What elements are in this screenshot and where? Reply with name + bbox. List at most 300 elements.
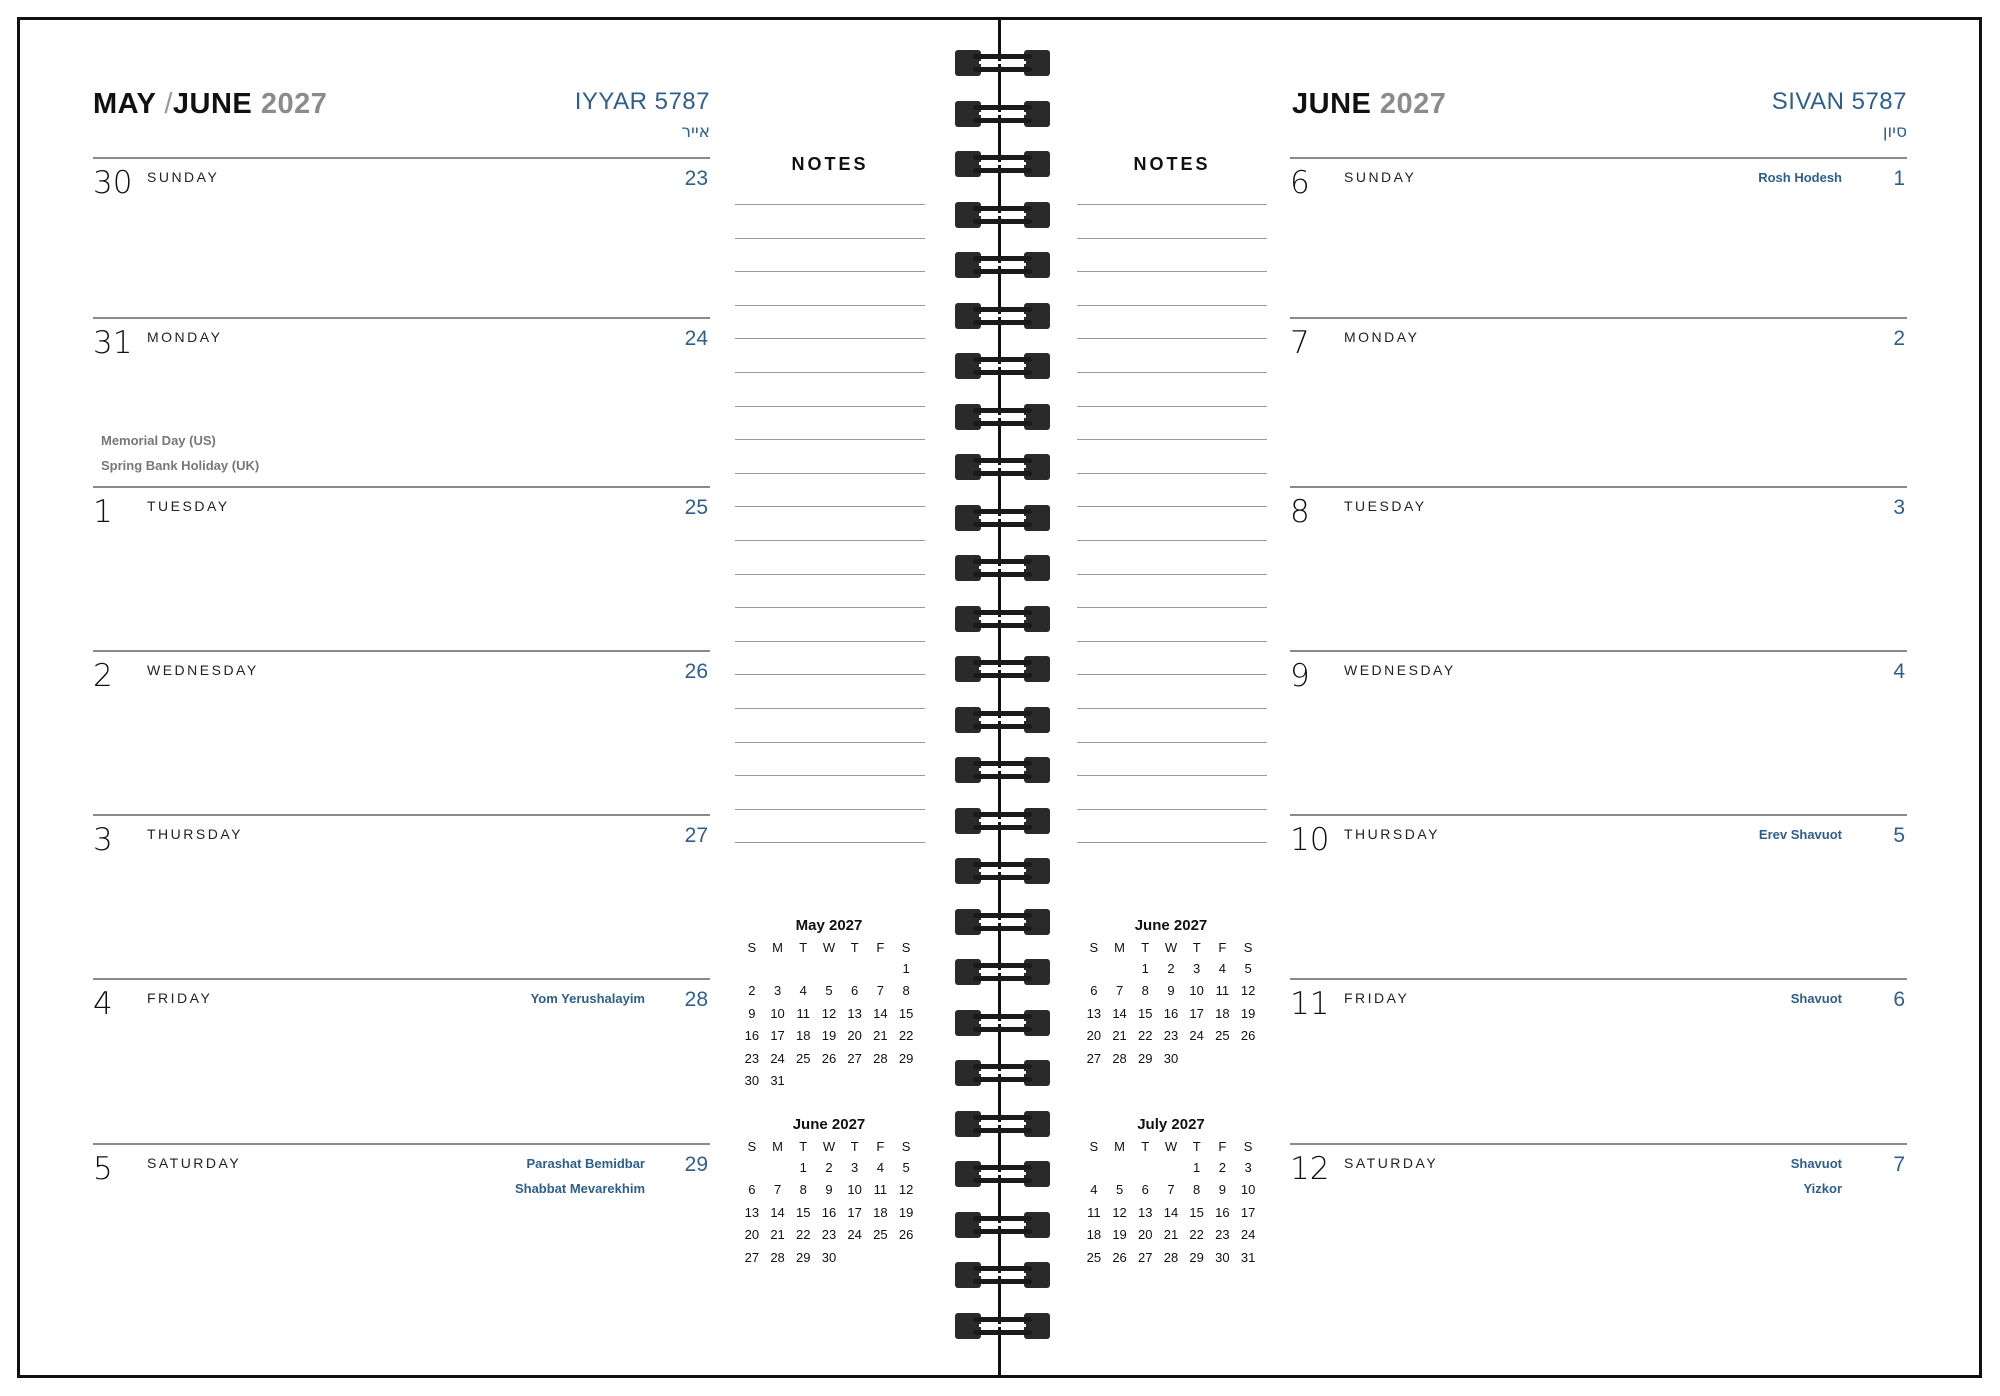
- weekday-letter: F: [876, 1138, 885, 1154]
- mini-calendar-title: May 2027: [795, 917, 863, 934]
- hebrew-day-number: 25: [684, 496, 708, 519]
- holiday-label: Shavuot: [1790, 991, 1842, 1006]
- binding-ring: [955, 454, 1050, 480]
- hebrew-day-number: 23: [684, 167, 708, 190]
- notes-line[interactable]: [1077, 540, 1267, 541]
- date-cell: 25: [796, 1050, 811, 1066]
- weekday-letter: S: [1089, 1138, 1099, 1154]
- notes-line[interactable]: [1077, 439, 1267, 440]
- left-month-b: JUNE: [172, 88, 253, 120]
- week-row: [1081, 1246, 1261, 1269]
- date-cell: 24: [847, 1227, 862, 1243]
- notes-line[interactable]: [1077, 338, 1267, 339]
- date-cell: 31: [770, 1073, 785, 1089]
- date-cell: 14: [1112, 1005, 1127, 1021]
- ring-wire: [973, 1165, 1032, 1170]
- date-cell: 5: [1115, 1182, 1124, 1198]
- notes-line[interactable]: [735, 305, 925, 306]
- binding-ring: [955, 1161, 1050, 1187]
- hebrew-day-number: 24: [684, 327, 708, 350]
- week-row: [739, 1201, 919, 1224]
- notes-line[interactable]: [735, 271, 925, 272]
- day-name: TUESDAY: [1344, 498, 1427, 514]
- date-cell: 2: [1218, 1159, 1226, 1175]
- date-cell: [1158, 1156, 1184, 1179]
- date-cell: 20: [1086, 1028, 1102, 1044]
- date-cell: 22: [796, 1227, 811, 1243]
- date-cell: 6: [748, 1182, 756, 1198]
- date-cell: 10: [1189, 983, 1204, 999]
- notes-line[interactable]: [1077, 271, 1267, 272]
- date-cell: [868, 957, 894, 980]
- date-cell: 27: [1086, 1050, 1102, 1066]
- holiday-label: Rosh Hodesh: [1758, 170, 1842, 185]
- hebrew-day-number: 26: [684, 660, 708, 683]
- ring-wire: [973, 54, 1032, 59]
- date-cell: 10: [1240, 1182, 1256, 1198]
- ring-wire: [973, 1330, 1032, 1335]
- date-cell: 4: [799, 983, 807, 999]
- date-cell: 27: [847, 1050, 862, 1066]
- right-year: 2027: [1379, 88, 1447, 120]
- date-cell: 26: [898, 1227, 914, 1243]
- date-cell: 28: [770, 1249, 785, 1265]
- notes-line[interactable]: [735, 372, 925, 373]
- binding-ring: [955, 959, 1050, 985]
- date-cell: [868, 1246, 894, 1269]
- notes-line[interactable]: [735, 338, 925, 339]
- date-cell: 12: [898, 1182, 914, 1198]
- left-year: 2027: [260, 88, 328, 120]
- notes-line[interactable]: [735, 540, 925, 541]
- ring-wire: [973, 67, 1032, 72]
- ring-gap: [979, 1223, 1026, 1226]
- notes-line[interactable]: [735, 708, 925, 709]
- left-month-a: MAY: [93, 88, 156, 120]
- ring-wire: [973, 1064, 1032, 1069]
- weekday-letter: T: [1192, 1138, 1201, 1154]
- date-cell: 21: [873, 1028, 888, 1044]
- ring-gap: [979, 112, 1026, 115]
- date-cell: 18: [1215, 1005, 1230, 1021]
- week-row: [1081, 1224, 1261, 1247]
- weekday-letter: W: [1164, 939, 1178, 955]
- notes-line[interactable]: [735, 439, 925, 440]
- date-cell: 31: [1240, 1249, 1256, 1265]
- holiday-label: Shavuot: [1790, 1156, 1842, 1171]
- mini-calendar-title: July 2027: [1137, 1116, 1205, 1133]
- date-cell: 19: [1240, 1005, 1256, 1021]
- ring-wire: [973, 471, 1032, 476]
- date-cell: 3: [1193, 960, 1201, 976]
- date-cell: 11: [796, 1005, 810, 1021]
- notes-line[interactable]: [1077, 204, 1267, 205]
- hebrew-day-number: 1: [1893, 167, 1905, 190]
- date-cell: 14: [770, 1204, 785, 1220]
- notes-line[interactable]: [735, 809, 925, 810]
- notes-line[interactable]: [735, 842, 925, 843]
- week-row: [1081, 1047, 1261, 1070]
- ring-wire: [973, 1077, 1032, 1082]
- hebrew-day-number: 27: [684, 824, 708, 847]
- ring-wire: [973, 1279, 1032, 1284]
- ring-gap: [979, 768, 1026, 771]
- spiral-binding: [955, 50, 1050, 1350]
- weekday-letter: S: [1089, 939, 1099, 955]
- day-number: 8: [1290, 494, 1310, 530]
- date-cell: 11: [873, 1182, 888, 1198]
- ring-wire: [973, 1216, 1032, 1221]
- weekday-letter: W: [822, 1138, 836, 1154]
- date-cell: 26: [1112, 1249, 1127, 1265]
- hebrew-day-number: 3: [1893, 496, 1905, 519]
- date-cell: 21: [1163, 1227, 1179, 1243]
- week-row: [1081, 980, 1261, 1003]
- hebrew-day-number: 4: [1893, 660, 1905, 683]
- mini-calendar-grid: [1081, 937, 1261, 1070]
- date-cell: 13: [1086, 1005, 1102, 1021]
- date-cell: 30: [1215, 1249, 1230, 1265]
- ring-wire: [973, 1229, 1032, 1234]
- ring-wire: [973, 155, 1032, 160]
- date-cell: 6: [851, 983, 859, 999]
- day-divider: [93, 486, 710, 488]
- ring-wire: [973, 256, 1032, 261]
- day-number: 31: [93, 325, 133, 361]
- binding-ring: [955, 1212, 1050, 1238]
- weekday-letter: S: [747, 939, 757, 955]
- ring-gap: [979, 415, 1026, 418]
- notes-line[interactable]: [1077, 607, 1267, 608]
- left-hebrew-month: IYYAR 5787: [574, 88, 710, 115]
- date-cell: 10: [847, 1182, 862, 1198]
- ring-gap: [979, 1172, 1026, 1175]
- date-cell: 12: [1112, 1204, 1127, 1220]
- date-cell: [790, 1070, 816, 1093]
- weekday-letter: F: [1218, 1138, 1227, 1154]
- ring-wire: [973, 761, 1032, 766]
- ring-wire: [973, 1027, 1032, 1032]
- date-cell: 20: [744, 1227, 760, 1243]
- ring-wire: [973, 1014, 1032, 1019]
- notes-line[interactable]: [735, 607, 925, 608]
- day-name: THURSDAY: [1344, 826, 1440, 842]
- date-cell: 23: [821, 1227, 837, 1243]
- day-name: SATURDAY: [147, 1155, 242, 1171]
- day-number: 2: [93, 658, 113, 694]
- notes-line[interactable]: [735, 574, 925, 575]
- day-number: 5: [93, 1151, 113, 1187]
- day-name: SUNDAY: [147, 169, 220, 185]
- notes-line[interactable]: [1077, 742, 1267, 743]
- binding-ring: [955, 404, 1050, 430]
- weekday-letter: W: [1164, 1138, 1178, 1154]
- holiday-label: Yizkor: [1803, 1181, 1842, 1196]
- holiday-label: Erev Shavuot: [1758, 827, 1842, 842]
- day-name: SATURDAY: [1344, 1155, 1439, 1171]
- date-cell: 22: [1189, 1227, 1204, 1243]
- weekday-letter: T: [799, 1138, 808, 1154]
- day-divider: [1290, 978, 1907, 980]
- date-cell: 18: [873, 1204, 888, 1220]
- binding-ring: [955, 101, 1050, 127]
- date-cell: 29: [796, 1249, 811, 1265]
- left-hebrew-month-name: אייר: [681, 122, 710, 142]
- date-cell: 9: [825, 1182, 833, 1198]
- binding-ring: [955, 1010, 1050, 1036]
- date-cell: 9: [748, 1005, 756, 1021]
- ring-wire: [973, 1115, 1032, 1120]
- notes-line[interactable]: [1077, 238, 1267, 239]
- date-cell: 16: [1215, 1204, 1230, 1220]
- ring-wire: [973, 913, 1032, 918]
- date-cell: [1132, 1156, 1158, 1179]
- weekday-letter: S: [901, 1138, 911, 1154]
- day-divider: [1290, 650, 1907, 652]
- mini-calendar-grid: [1081, 1136, 1261, 1269]
- notes-line[interactable]: [1077, 641, 1267, 642]
- weekday-letter: S: [1243, 939, 1253, 955]
- week-row: [1081, 1201, 1261, 1224]
- ring-wire: [973, 421, 1032, 426]
- weekday-letter: F: [876, 939, 885, 955]
- date-cell: 4: [1090, 1182, 1098, 1198]
- date-cell: [842, 1246, 868, 1269]
- date-cell: 7: [1167, 1182, 1175, 1198]
- date-cell: 4: [1218, 960, 1226, 976]
- day-name: SUNDAY: [1344, 169, 1417, 185]
- date-cell: 25: [1215, 1028, 1230, 1044]
- date-cell: [893, 1246, 919, 1269]
- ring-wire: [973, 1178, 1032, 1183]
- binding-ring: [955, 505, 1050, 531]
- ring-wire: [973, 458, 1032, 463]
- notes-line[interactable]: [1077, 708, 1267, 709]
- date-cell: 14: [873, 1005, 888, 1021]
- week-row: [739, 957, 919, 980]
- week-row: [739, 1156, 919, 1179]
- ring-gap: [979, 213, 1026, 216]
- notes-line[interactable]: [1077, 473, 1267, 474]
- binding-ring: [955, 202, 1050, 228]
- notes-line[interactable]: [735, 406, 925, 407]
- date-cell: 29: [1138, 1050, 1153, 1066]
- ring-wire: [973, 825, 1032, 830]
- date-cell: 7: [1115, 983, 1124, 999]
- date-cell: 27: [744, 1249, 760, 1265]
- notes-line[interactable]: [735, 238, 925, 239]
- date-cell: [1235, 1047, 1261, 1070]
- date-cell: 6: [1141, 1182, 1149, 1198]
- day-divider: [1290, 1143, 1907, 1145]
- date-cell: 29: [898, 1050, 914, 1066]
- mini-calendar: [739, 917, 919, 1092]
- date-cell: 16: [744, 1028, 760, 1044]
- notes-line[interactable]: [735, 742, 925, 743]
- date-cell: 15: [898, 1005, 914, 1021]
- binding-ring: [955, 303, 1050, 329]
- day-name: FRIDAY: [1344, 990, 1410, 1006]
- date-cell: 5: [902, 1159, 910, 1175]
- date-cell: 7: [773, 1182, 782, 1198]
- date-cell: [816, 1070, 842, 1093]
- left-month-heading: [93, 88, 327, 121]
- binding-ring: [955, 1313, 1050, 1339]
- date-cell: 28: [873, 1050, 888, 1066]
- day-number: 7: [1290, 325, 1310, 361]
- date-cell: 13: [744, 1204, 760, 1220]
- notes-line[interactable]: [1077, 506, 1267, 507]
- notes-line[interactable]: [1077, 674, 1267, 675]
- hebrew-day-number: 2: [1893, 327, 1905, 350]
- ring-gap: [979, 920, 1026, 923]
- mini-calendar-title: June 2027: [1134, 917, 1208, 934]
- date-cell: [1107, 1156, 1133, 1179]
- ring-wire: [973, 572, 1032, 577]
- right-hebrew-month-name: סיון: [1882, 122, 1907, 142]
- ring-wire: [973, 976, 1032, 981]
- date-cell: 13: [847, 1005, 862, 1021]
- date-cell: 16: [821, 1204, 837, 1220]
- notes-line[interactable]: [735, 204, 925, 205]
- day-name: TUESDAY: [147, 498, 230, 514]
- weekday-letter: F: [1218, 939, 1227, 955]
- weekday-header-row: [739, 937, 919, 957]
- notes-line[interactable]: [1077, 574, 1267, 575]
- binding-ring: [955, 1111, 1050, 1137]
- day-divider: [93, 157, 710, 159]
- ring-wire: [973, 926, 1032, 931]
- notes-line[interactable]: [1077, 406, 1267, 407]
- notes-line[interactable]: [735, 473, 925, 474]
- mini-calendar-title: June 2027: [792, 1116, 866, 1133]
- date-cell: [842, 1070, 868, 1093]
- ring-wire: [973, 1128, 1032, 1133]
- date-cell: 5: [825, 983, 833, 999]
- notes-line[interactable]: [735, 674, 925, 675]
- date-cell: 19: [1112, 1227, 1127, 1243]
- binding-ring: [955, 353, 1050, 379]
- day-name: FRIDAY: [147, 990, 213, 1006]
- date-cell: 7: [876, 983, 884, 999]
- right-hebrew-month: SIVAN 5787: [1771, 88, 1907, 115]
- date-cell: 18: [796, 1028, 811, 1044]
- binding-ring: [955, 1060, 1050, 1086]
- ring-wire: [973, 963, 1032, 968]
- ring-wire: [973, 219, 1032, 224]
- ring-gap: [979, 1122, 1026, 1125]
- date-cell: 23: [1215, 1227, 1230, 1243]
- day-divider: [1290, 317, 1907, 319]
- ring-gap: [979, 566, 1026, 569]
- notes-line[interactable]: [1077, 305, 1267, 306]
- weekday-letter: M: [1114, 939, 1125, 955]
- binding-ring: [955, 555, 1050, 581]
- weekday-letter: S: [901, 939, 911, 955]
- notes-line[interactable]: [1077, 775, 1267, 776]
- day-name: WEDNESDAY: [1344, 662, 1456, 678]
- mini-calendar: [739, 1116, 919, 1269]
- date-cell: 17: [1240, 1204, 1256, 1220]
- date-cell: 19: [821, 1028, 837, 1044]
- holiday-label: Shabbat Mevarekhim: [514, 1181, 645, 1196]
- date-cell: 1: [1141, 960, 1149, 976]
- ring-gap: [979, 667, 1026, 670]
- date-cell: [816, 957, 842, 980]
- ring-wire: [973, 307, 1032, 312]
- ring-wire: [973, 724, 1032, 729]
- notes-title-left: NOTES: [791, 154, 869, 174]
- date-cell: 20: [847, 1028, 862, 1044]
- date-cell: 18: [1086, 1227, 1102, 1243]
- week-row: [739, 1025, 919, 1048]
- hebrew-day-number: 7: [1893, 1153, 1905, 1176]
- day-divider: [93, 650, 710, 652]
- binding-ring: [955, 1262, 1050, 1288]
- date-cell: 11: [1215, 983, 1230, 999]
- week-row: [739, 980, 919, 1003]
- date-cell: 30: [821, 1249, 837, 1265]
- date-cell: 2: [1167, 960, 1175, 976]
- notes-line[interactable]: [735, 506, 925, 507]
- date-cell: 17: [847, 1204, 862, 1220]
- date-cell: 17: [770, 1028, 785, 1044]
- binding-ring: [955, 656, 1050, 682]
- notes-line[interactable]: [1077, 842, 1267, 843]
- date-cell: 28: [1163, 1249, 1179, 1265]
- binding-ring: [955, 858, 1050, 884]
- ring-gap: [979, 1071, 1026, 1074]
- right-month: JUNE: [1292, 88, 1372, 120]
- date-cell: 9: [1218, 1182, 1226, 1198]
- ring-wire: [973, 559, 1032, 564]
- date-cell: 30: [744, 1073, 760, 1089]
- day-number: 1: [93, 494, 113, 530]
- ring-gap: [979, 1273, 1026, 1276]
- date-cell: [790, 957, 816, 980]
- ring-wire: [973, 118, 1032, 123]
- day-number: 9: [1290, 658, 1310, 694]
- date-cell: [739, 957, 765, 980]
- date-cell: 6: [1090, 983, 1098, 999]
- binding-ring: [955, 808, 1050, 834]
- date-cell: 21: [1112, 1028, 1127, 1044]
- date-cell: 27: [1138, 1249, 1153, 1265]
- date-cell: 21: [770, 1227, 785, 1243]
- notes-line[interactable]: [1077, 372, 1267, 373]
- mini-calendar-grid: [739, 1136, 919, 1269]
- weekday-letter: S: [747, 1138, 757, 1154]
- date-cell: 8: [902, 983, 910, 999]
- notes-line[interactable]: [735, 775, 925, 776]
- weekday-letter: T: [1141, 939, 1150, 955]
- weekday-header-row: [739, 1136, 919, 1156]
- notes-line[interactable]: [735, 641, 925, 642]
- date-cell: 24: [770, 1050, 785, 1066]
- ring-wire: [973, 673, 1032, 678]
- binding-ring: [955, 252, 1050, 278]
- date-cell: 12: [1240, 983, 1256, 999]
- binding-ring: [955, 757, 1050, 783]
- ring-wire: [973, 774, 1032, 779]
- date-cell: 29: [1189, 1249, 1204, 1265]
- week-row: [739, 1246, 919, 1269]
- notes-line[interactable]: [1077, 809, 1267, 810]
- weekday-letter: M: [1114, 1138, 1125, 1154]
- date-cell: 19: [898, 1204, 914, 1220]
- day-divider: [93, 1143, 710, 1145]
- week-row: [1081, 1002, 1261, 1025]
